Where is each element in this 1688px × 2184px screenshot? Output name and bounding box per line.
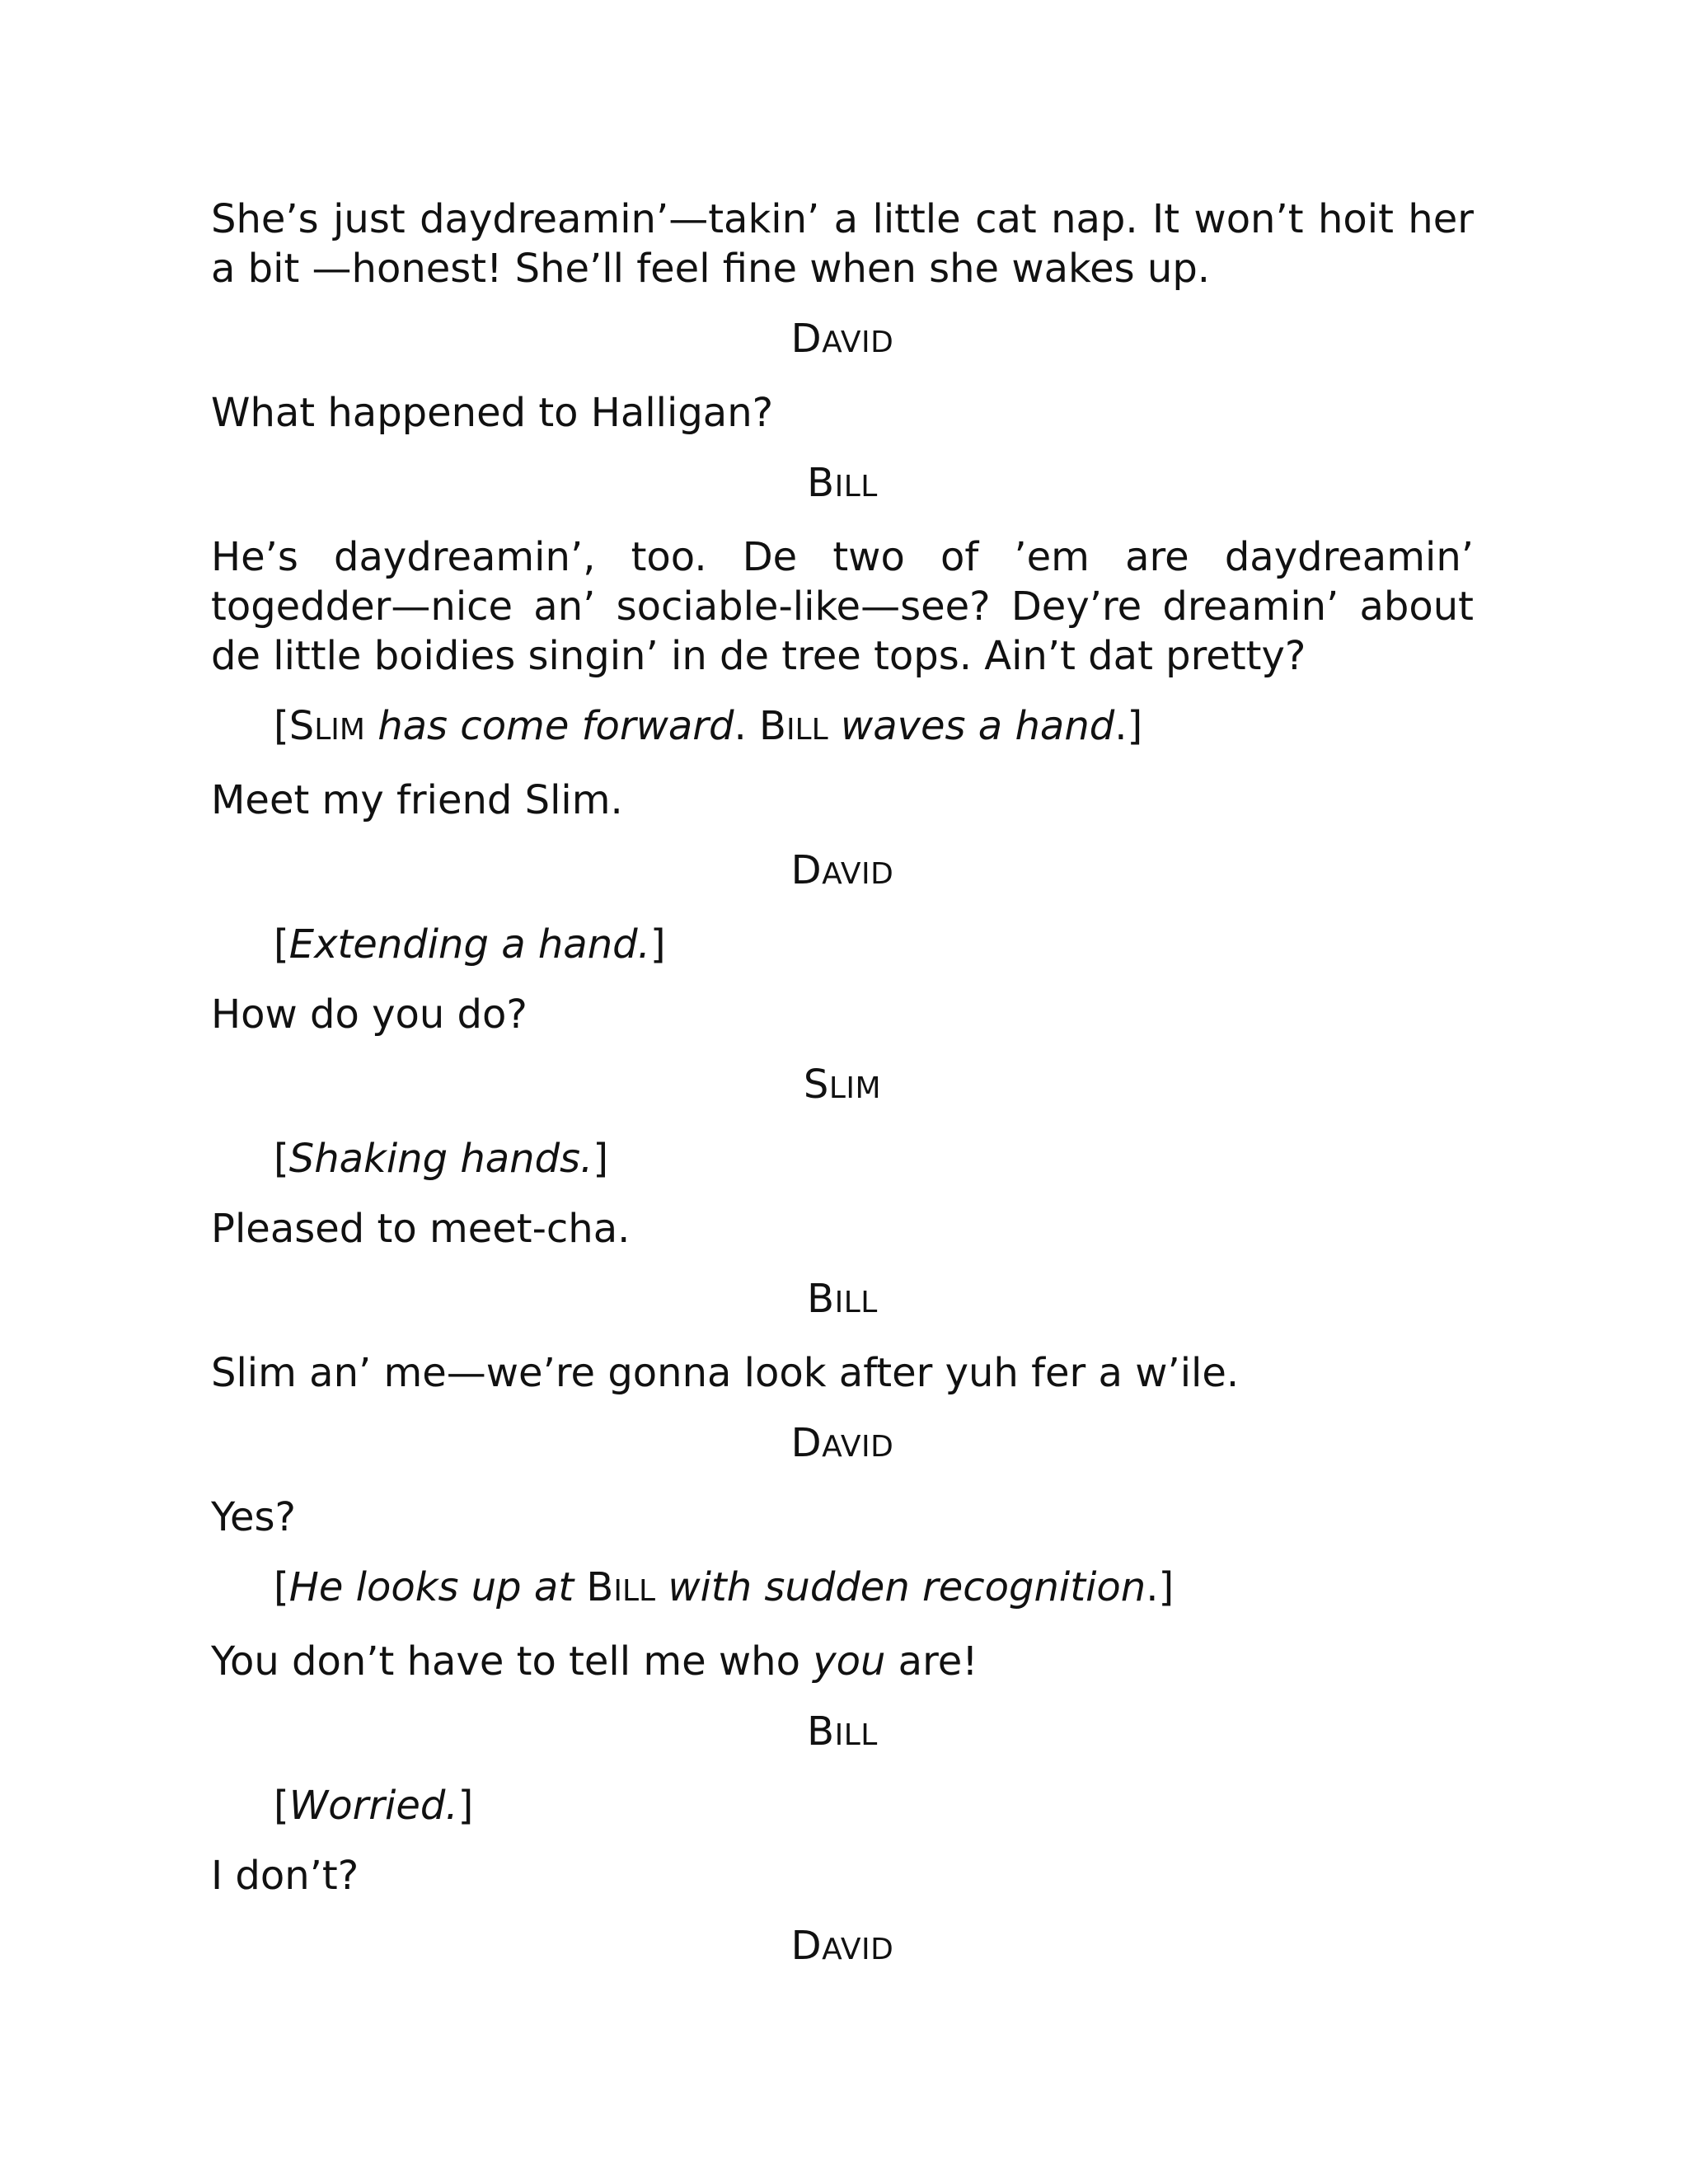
- speaker-rest: LIM: [828, 1071, 882, 1105]
- speaker-name: [211, 458, 1474, 512]
- speaker-initial: D: [790, 1923, 823, 1969]
- character-initial: B: [586, 1564, 614, 1610]
- speaker-name: [211, 1418, 1474, 1472]
- speaker-initial: B: [807, 1708, 835, 1755]
- bracket-open: [: [274, 1783, 289, 1829]
- speaker-rest: ILL: [834, 1718, 878, 1752]
- dialogue-line: How do you do?: [211, 991, 528, 1038]
- speaker-name: [211, 1274, 1474, 1328]
- speaker-name: [211, 314, 1474, 368]
- dialogue-line: Yes?: [211, 1494, 296, 1540]
- dialogue-line: I don’t?: [211, 1853, 359, 1899]
- stage-direction: [211, 920, 1474, 969]
- speaker-rest: AVID: [822, 857, 894, 891]
- speaker-rest: ILL: [834, 1286, 878, 1319]
- speaker-initial: B: [807, 1276, 835, 1322]
- character-initial: B: [759, 703, 786, 749]
- bracket-close: ]: [593, 1136, 609, 1182]
- speaker-name: [211, 1060, 1474, 1113]
- direction-text: Extending a hand.: [288, 921, 650, 968]
- direction-text: has come forward: [364, 703, 734, 749]
- stage-direction: [211, 1781, 1474, 1830]
- dialogue-line: [211, 1637, 1474, 1686]
- dialogue-text: are!: [885, 1638, 978, 1685]
- speaker-initial: S: [803, 1062, 829, 1108]
- speaker-name: [211, 1921, 1474, 1975]
- character-rest: ILL: [785, 713, 828, 747]
- speaker-rest: AVID: [822, 1933, 894, 1966]
- character-rest: LIM: [314, 713, 365, 747]
- stage-direction: [211, 1134, 1474, 1183]
- dialogue-line: Slim an’ me—we’re gonna look after yuh fer a w’ile.: [211, 1350, 1240, 1396]
- speaker-name: [211, 846, 1474, 899]
- direction-text: Shaking hands.: [288, 1136, 593, 1182]
- stage-direction: [211, 701, 1474, 755]
- speaker-initial: D: [790, 316, 823, 362]
- direction-separator: .: [734, 703, 759, 749]
- direction-text: with sudden recognition: [655, 1564, 1146, 1610]
- emphasis-text: you: [813, 1638, 886, 1685]
- speaker-rest: ILL: [834, 470, 878, 504]
- dialogue-line: She’s just daydreamin’—takin’ a little cat nap. It won’t hoit her a bit —honest! She’ll feel fine when she wakes up.: [211, 196, 1474, 292]
- dialogue-line: He’s daydreamin’, too. De two of ’em are daydreamin’ togedder—nice an’ sociable-like—see? Dey’re dreamin’ about de little boidies singin’ in de tree tops. Ain’t dat pretty?: [211, 534, 1474, 679]
- character-rest: ILL: [613, 1574, 656, 1608]
- bracket-close: ]: [457, 1783, 474, 1829]
- dialogue-line: Meet my friend Slim.: [211, 777, 623, 823]
- bracket-close: .]: [1146, 1564, 1175, 1610]
- stage-direction: [211, 1563, 1474, 1616]
- bracket-open: [: [274, 1136, 289, 1182]
- dialogue-line: What happened to Halligan?: [211, 390, 774, 436]
- direction-text: Worried.: [288, 1783, 458, 1829]
- speaker-rest: AVID: [822, 1430, 894, 1464]
- speaker-name: [211, 1707, 1474, 1760]
- dialogue-text: You don’t have to tell me who: [211, 1638, 814, 1685]
- dialogue-line: Pleased to meet-cha.: [211, 1206, 631, 1252]
- speaker-rest: AVID: [822, 326, 894, 359]
- direction-text: waves a hand: [828, 703, 1115, 749]
- speaker-initial: B: [807, 460, 835, 506]
- bracket-open: [: [274, 921, 289, 968]
- speaker-initial: D: [790, 847, 823, 893]
- bracket-close: ]: [649, 921, 666, 968]
- script-page: [211, 194, 1474, 1995]
- bracket-open: [: [274, 703, 289, 749]
- speaker-initial: D: [790, 1420, 823, 1466]
- character-initial: S: [288, 703, 315, 749]
- direction-text: He looks up at: [288, 1564, 587, 1610]
- bracket-close: .]: [1114, 703, 1143, 749]
- bracket-open: [: [274, 1564, 289, 1610]
